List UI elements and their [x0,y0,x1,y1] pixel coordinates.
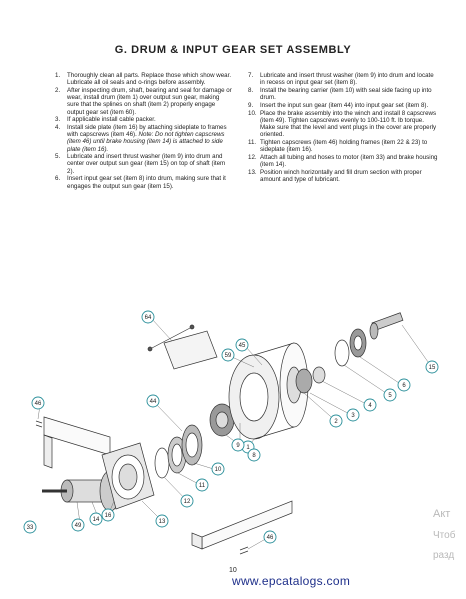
step-item [55,153,233,175]
callout-4 [364,399,376,411]
step-text: Lubricate and insert thrust washer (item 9) into drum and center over output sun gear (item 15) on top of shaft (item 2). [67,153,226,175]
input-gear-set-hub [216,412,228,428]
callout-12 [181,495,193,507]
callout-11 [196,479,208,491]
step-item [248,154,438,168]
bearing-carrier-inner [186,433,198,457]
step-text: Tighten capscrews (item 46) holding frames (item 22 & 23) to sideplate (item 16). [260,138,428,154]
overlay-line: разд [433,550,455,561]
step-number: 2. [55,86,61,94]
step-number: 10. [248,109,257,117]
step-text: Insert the input sun gear (item 44) into input gear set (item 8). [260,101,429,109]
section-title: G. DRUM & INPUT GEAR SET ASSEMBLY [114,44,352,56]
callout-label: 4 [368,403,372,410]
step-text: Thoroughly clean all parts. Replace those which show wear. Lubricate all oil seals and o-rings before assembly. [67,72,232,87]
callout-label: 49 [74,523,82,530]
step-item [55,116,233,123]
callout-8 [248,449,260,461]
callout-label: 11 [198,483,206,490]
step-item [55,175,233,189]
frame-part [192,501,292,549]
ring-part [335,340,349,366]
step-note: Note: Do not tighten capscrews (item 46) until brake housing (item 14) is attached to side plate (item 16). [67,131,225,153]
step-text: Lubricate and insert thrust washer (item 9) into drum and locate in recess on input gear set (item 8). [260,72,434,87]
callout-14 [90,513,102,525]
watermark-link[interactable]: www.epcatalogs.com [232,574,351,588]
seal-ring-inner [172,444,182,466]
step-text: Install the bearing carrier (item 10) with seal side facing up into drum. [260,86,432,102]
callout-9 [232,439,244,451]
callout-label: 33 [26,525,34,532]
drum-part [229,343,308,439]
page-number: 10 [229,567,237,574]
step-text: Install side plate (item 16) by attaching sideplate to frames with capscrews (item 46). [67,123,227,139]
callout-label: 9 [236,443,240,450]
sun-gear-shaft-part [370,313,403,339]
step-number: 7. [248,72,254,79]
callout-49 [72,519,84,531]
step-item [248,139,438,153]
step-number: 3. [55,116,61,124]
callout-label: 10 [214,467,222,474]
callout-label: 1 [246,445,250,452]
step-item [55,72,233,86]
callout-13 [156,515,168,527]
callout-label: 46 [34,401,42,408]
step-text: After inspecting drum, shaft, bearing and seal for damage or wear, install drum (item 1) over output sun gear, making sure that the splines on shaft (item 2) properly engage output gear set (item 60). [67,86,232,116]
step-item [248,110,438,139]
step-number: 12. [248,153,257,161]
callout-label: 13 [158,519,166,526]
callout-label: 6 [402,383,406,390]
output-gear-part [296,367,325,393]
callout-64 [142,311,154,323]
callout-45 [236,339,248,351]
steps-left-column [55,72,233,190]
callout-46 [32,397,44,409]
callout-46 [264,531,276,543]
callout-label: 3 [351,413,355,420]
callout-label: 8 [252,453,256,460]
steps-right-column [248,72,438,184]
callout-label: 46 [266,535,274,542]
step-number: 11. [248,138,257,146]
callout-10 [212,463,224,475]
callout-label: 45 [238,343,246,350]
callout-label: 2 [334,419,338,426]
cable-packer-part [148,325,217,369]
callout-label: 15 [428,365,436,372]
step-item [248,72,438,86]
callout-33 [24,521,36,533]
step-item [248,102,438,109]
step-number: 5. [55,153,61,161]
step-text: Place the brake assembly into the winch and install 8 capscrews (item 49). Tighten capscrews evenly to 100-110 ft. lb torque. Make sure that the level and vent plugs in the cover are properly oriented. [260,109,437,139]
step-number: 9. [248,101,254,109]
callout-44 [147,395,159,407]
step-text: Position winch horizontally and fill drum section with proper amount and type of lubricant. [260,168,422,183]
callout-label: 64 [144,315,152,322]
step-number: 1. [55,72,61,79]
step-item [248,87,438,101]
step-item [55,124,233,153]
callout-6 [398,379,410,391]
callout-3 [347,409,359,421]
step-number: 4. [55,123,61,131]
step-number: 13. [248,168,257,176]
step-text: If applicable install cable packer. [67,116,156,124]
callout-59 [222,349,234,361]
callout-label: 12 [183,499,191,506]
overlay-line: Чтоб [433,530,456,541]
overlay-line: Акт [433,508,451,520]
step-item [248,169,438,183]
callout-label: 5 [388,393,392,400]
step-text: Attach all tubing and hoses to motor (item 33) and brake housing (item 14). [260,153,438,168]
callout-15 [426,361,438,373]
callout-5 [384,389,396,401]
step-number: 6. [55,175,61,183]
callout-label: 59 [224,353,232,360]
seal-ring-part [155,448,169,478]
callout-16 [102,509,114,521]
callout-label: 14 [92,517,100,524]
frame-part [44,417,110,468]
step-text-block [67,124,233,153]
step-item [55,87,233,116]
step-text: Insert input gear set (item 8) into drum, making sure that it engages the output sun gear (item 15). [67,175,226,190]
exploded-assembly-diagram [22,305,452,563]
callout-2 [330,415,342,427]
callout-label: 16 [104,513,112,520]
callout-label: 44 [149,399,157,406]
ring-inner [354,336,362,350]
step-number: 8. [248,86,254,94]
